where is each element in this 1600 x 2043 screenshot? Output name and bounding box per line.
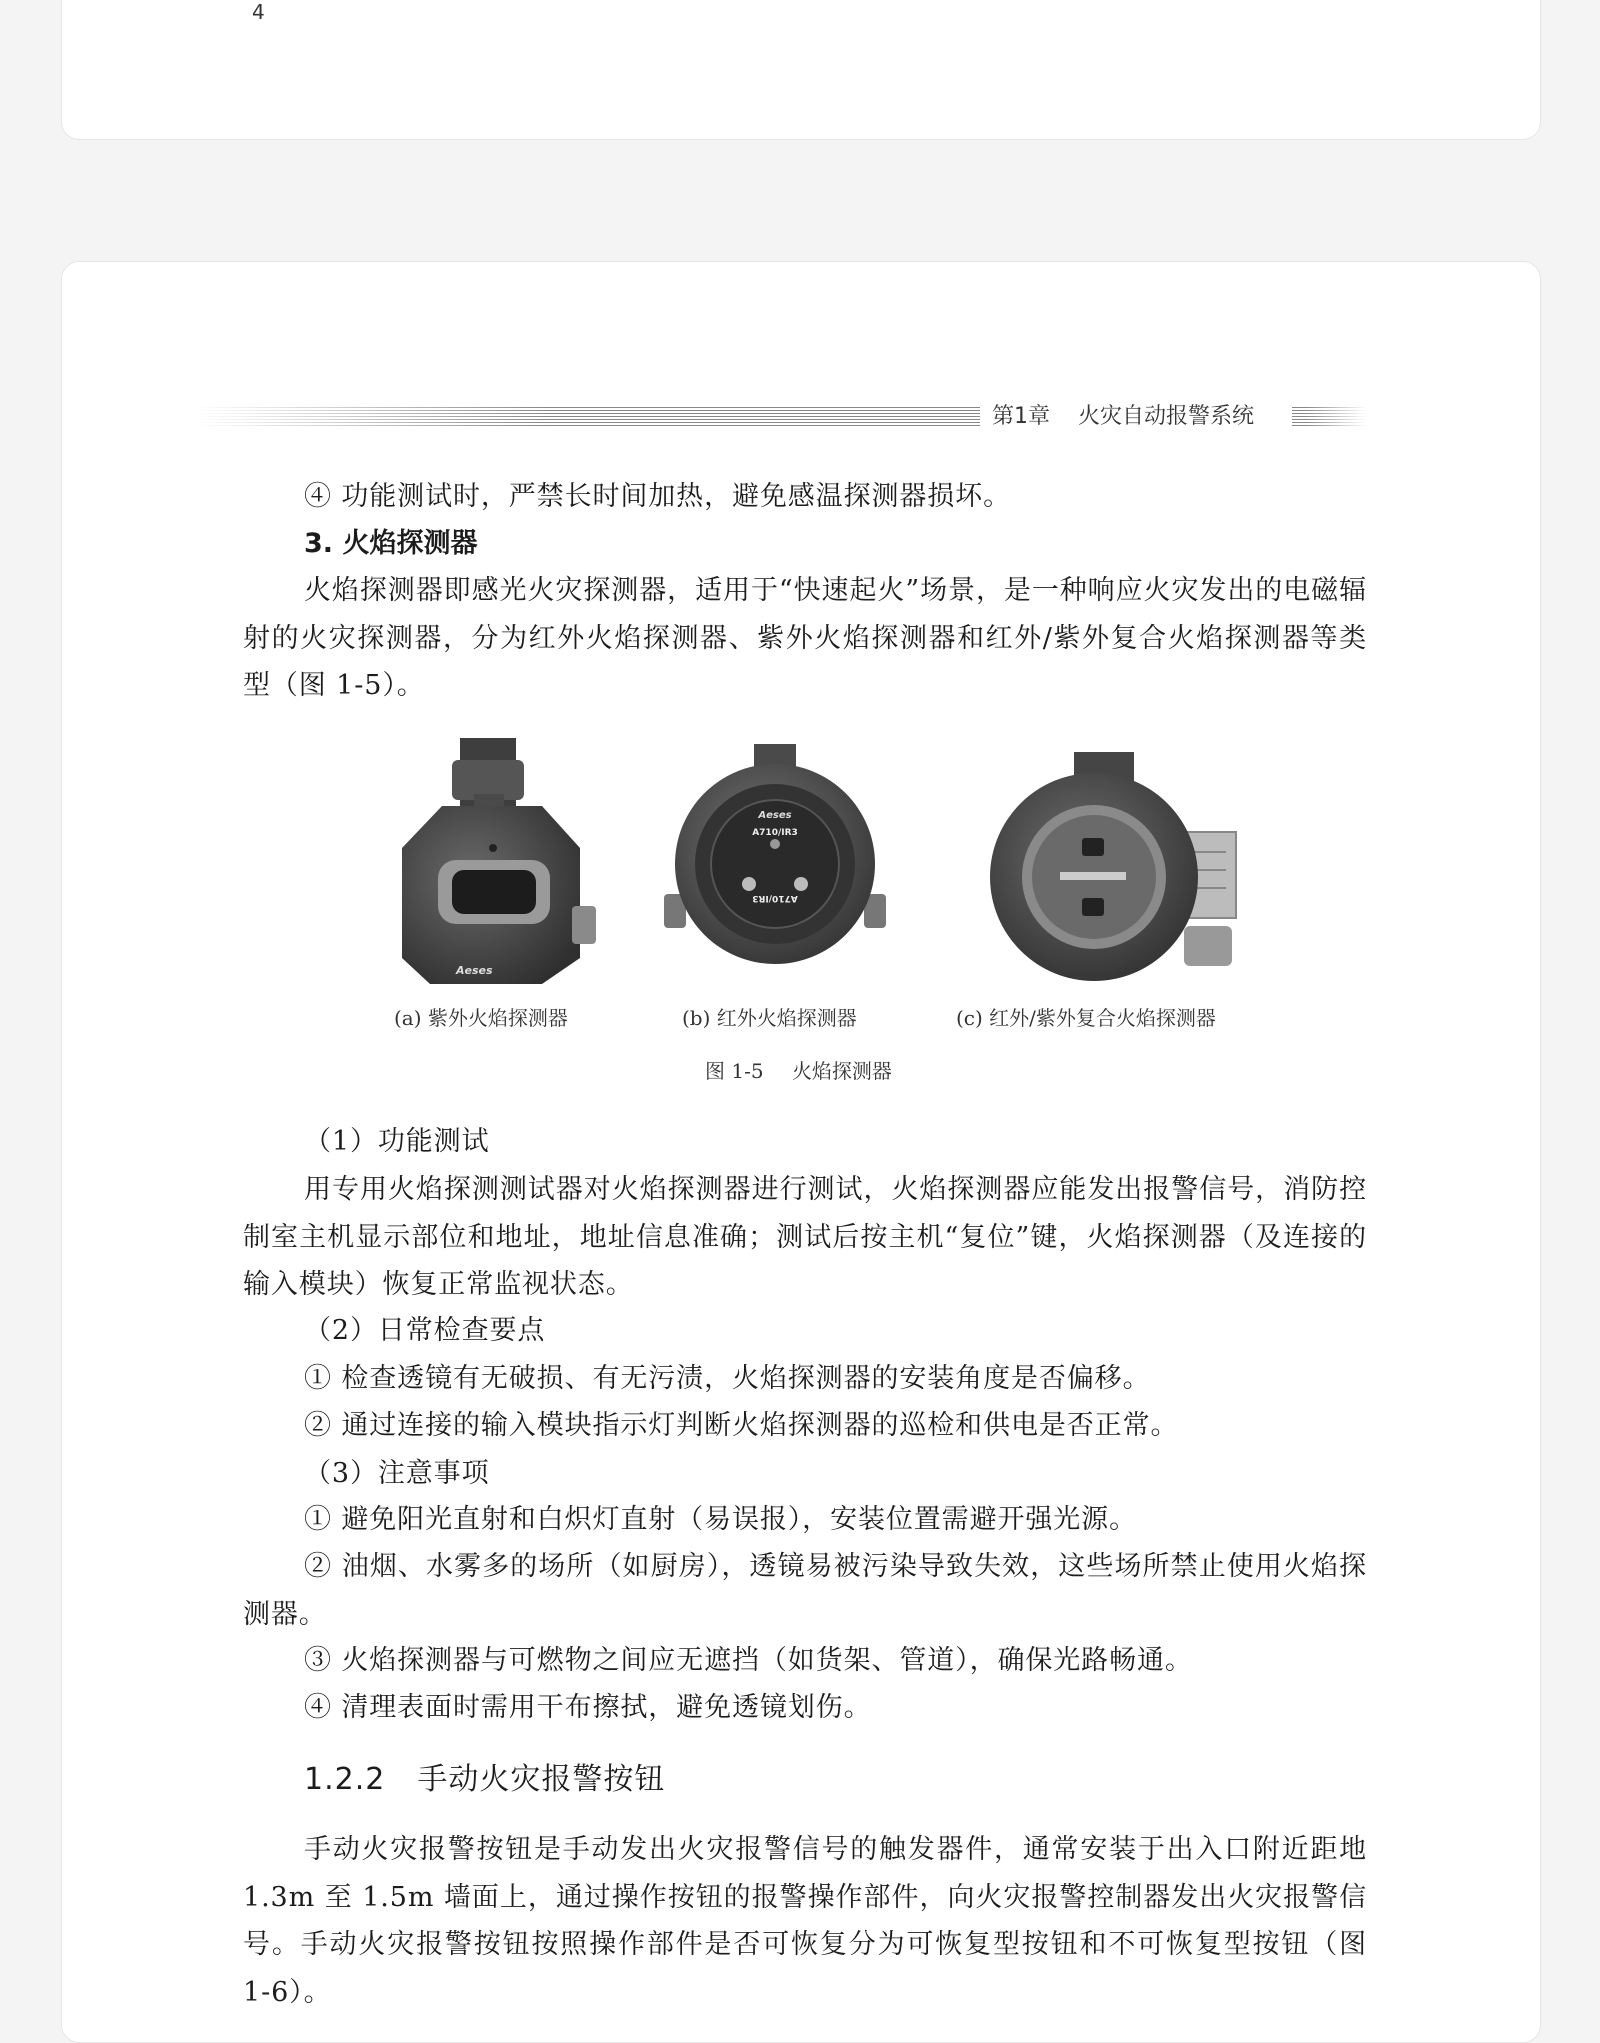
manual-alarm-intro: 手动火灾报警按钮是手动发出火灾报警信号的触发器件，通常安装于出入口附近距地 1.3m 至 1.5m 墙面上，通过操作按钮的报警操作部件，向火灾报警控制器发出火灾报警信号。手动火灾报警按钮按照操作部件是否可恢复分为可恢复型按钮和不可恢复型按钮（图 1-6）。: [243, 1834, 1367, 2008]
daily-check-item-2: ② 通过连接的输入模块指示灯判断火焰探测器的巡检和供电是否正常。: [304, 1410, 1179, 1441]
notes-item-3: ③ 火焰探测器与可燃物之间应无遮挡（如货架、管道），确保光路畅通。: [304, 1645, 1193, 1676]
photo-uv-flame-detector: [372, 738, 598, 988]
notes-item-4: ④ 清理表面时需用干布擦拭，避免透镜划伤。: [304, 1692, 872, 1723]
photo-ir-uv-composite-flame-detector: [964, 752, 1246, 984]
photo-ir-flame-detector: [664, 744, 886, 966]
chapter-number: 第1章: [992, 404, 1050, 429]
notes-item-1: ① 避免阳光直射和白炽灯直射（易误报），安装位置需避开强光源。: [304, 1504, 1137, 1535]
figure-subcaption-c: (c) 红外/紫外复合火焰探测器: [956, 1006, 1216, 1030]
header-rule-left: [196, 407, 980, 427]
section-title: 手动火灾报警按钮: [417, 1762, 666, 1797]
ir-detector-brand: Aeses: [758, 810, 792, 821]
section-heading: [304, 1755, 665, 1805]
notes-item-2: ② 油烟、水雾多的场所（如厨房），透镜易被污染导致失效，这些场所禁止使用火焰探测器。: [243, 1551, 1367, 1630]
figure-caption: [705, 1056, 892, 1086]
section-number: 1.2.2: [304, 1762, 386, 1797]
ir-detector-model-inverted: A710/IR3: [752, 893, 798, 903]
flame-detector-intro: 火焰探测器即感光火灾探测器，适用于“快速起火”场景，是一种响应火灾发出的电磁辐射的火灾探测器，分为红外火焰探测器、紫外火焰探测器和红外/紫外复合火焰探测器等类型（图 1-5）。: [243, 575, 1367, 701]
running-header-text: [992, 402, 1284, 432]
uv-detector-brand: Aeses: [456, 964, 493, 977]
heat-detector-note-4: ④ 功能测试时，严禁长时间加热，避免感温探测器损坏。: [304, 481, 1011, 512]
ir-detector-model: A710/IR3: [752, 828, 798, 838]
figure-subcaption-b: (b) 红外火焰探测器: [682, 1006, 857, 1030]
figure-title: 火焰探测器: [791, 1059, 892, 1083]
flame-detector-heading: 3. 火焰探测器: [304, 528, 478, 559]
previous-page-number: 4: [252, 0, 265, 24]
daily-check-item-1: ① 检查透镜有无破损、有无污渍，火焰探测器的安装角度是否偏移。: [304, 1363, 1151, 1394]
figure-subcaption-a: (a) 紫外火焰探测器: [394, 1006, 568, 1030]
header-rule-right: [1292, 407, 1366, 427]
notes-title: （3）注意事项: [304, 1458, 490, 1489]
function-test-body: 用专用火焰探测测试器对火焰探测器进行测试，火焰探测器应能发出报警信号，消防控制室主机显示部位和地址，地址信息准确；测试后按主机“复位”键，火焰探测器（及连接的输入模块）恢复正常监视状态。: [243, 1174, 1367, 1300]
chapter-title: 火灾自动报警系统: [1077, 404, 1254, 429]
figure-number: 图 1-5: [705, 1059, 764, 1083]
running-header: [196, 402, 1366, 432]
daily-check-title: （2）日常检查要点: [304, 1315, 546, 1346]
function-test-title: （1）功能测试: [304, 1126, 490, 1157]
previous-page-card: [61, 0, 1541, 140]
